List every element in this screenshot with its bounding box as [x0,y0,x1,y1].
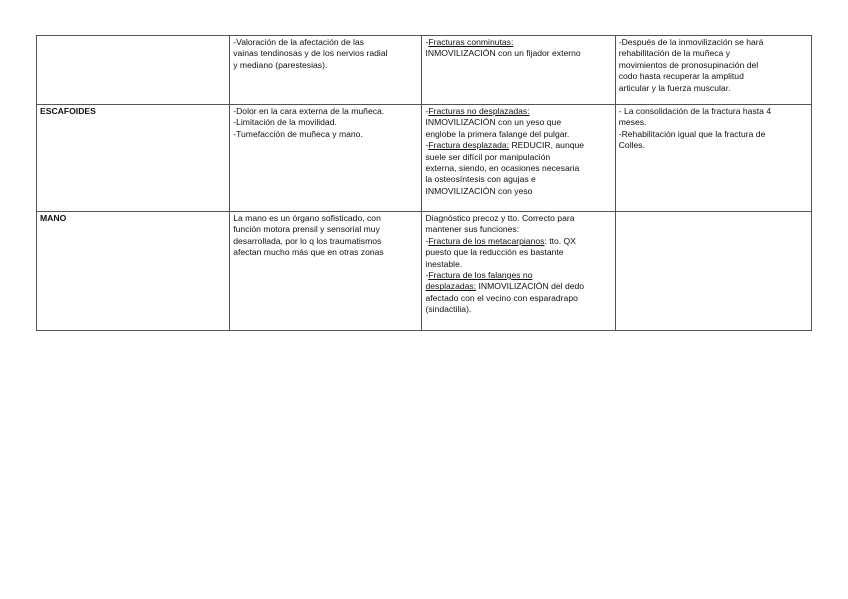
rehab-cell [615,212,811,331]
rehab-line: -Después de la inmovilización se hará [618,37,764,47]
table-row [37,36,812,105]
treatment-line [425,247,611,258]
treatment-prefix: - [425,106,429,116]
treatment-underlined: Fractura desplazada: [428,140,510,151]
treatment-line [425,186,611,197]
symptom-line: -Tumefacción de muñeca y mano. [233,128,363,139]
treatment-line [425,270,611,281]
symptom-line: -Limitación de la movilidad. [233,117,337,128]
treatment-rest: REDUCIR, aunque [509,140,585,151]
rehab-cell [615,36,811,105]
row-label: MANO [40,213,67,223]
treatment-rest: mantener sus funciones: [425,224,520,235]
treatment-line [425,236,611,247]
treatment-rest: : tto. QX [544,235,576,246]
treatment-line [425,304,611,315]
treatment-line [425,48,611,59]
rehab-line: movimientos de pronosupinación del [618,59,759,70]
treatment-line [425,152,611,163]
symptom-line: desarrollada, por lo q los traumatismos [233,235,382,246]
treatment-line [425,37,611,48]
symptom-line: y mediano (parestesias). [233,59,328,70]
row-label-cell [37,36,230,105]
treatment-line [425,129,611,140]
symptoms-cell [230,105,422,212]
treatment-rest: puesto que la reducción es bastante [425,247,564,258]
treatment-line [425,224,611,235]
table-body [37,36,812,331]
treatment-rest: inestable. [425,258,463,269]
treatment-cell [422,212,615,331]
table-row [37,105,812,212]
treatment-line [425,163,611,174]
symptom-line: afectan mucho más que en otras zonas [233,247,384,258]
row-label: ESCAFOIDES [40,106,96,116]
symptom-line: -Valoración de la afectación de las [233,37,364,47]
treatment-line [425,281,611,292]
treatment-rest: (sindactilia). [425,304,472,315]
treatment-prefix: - [425,235,429,246]
rehab-line: codo hasta recuperar la amplitud [618,71,744,82]
rehab-cell [615,105,811,212]
treatment-line [425,106,611,117]
treatment-rest: INMOVILIZACIÓN con un fijador externo [425,48,581,59]
table-row [37,212,812,331]
symptoms-cell [230,212,422,331]
treatment-line [425,213,611,224]
row-label-cell [37,212,230,331]
fracture-treatment-table [36,35,812,331]
treatment-rest: afectado con el vecino con esparadrapo [425,292,578,303]
treatment-rest: la osteosíntesis con agujas e [425,174,536,185]
treatment-prefix: - [425,37,429,47]
rehab-line: meses. [618,117,647,128]
treatment-underlined: Fracturas no desplazadas: [428,106,530,116]
rehab-line: Colles. [618,140,645,151]
treatment-rest: INMOVILIZACIÓN del dedo [476,281,585,292]
rehab-line: - La consolidación de la fractura hasta 4 [618,106,772,116]
treatment-rest: externa, siendo, en ocasiones necesaria [425,163,580,174]
rehab-line: articular y la fuerza muscular. [618,82,731,93]
treatment-line [425,293,611,304]
treatment-underlined: Fractura de los metacarpianos [428,235,545,246]
treatment-rest: suele ser difícil por manipulación [425,151,551,162]
symptom-line: La mano es un órgano sofisticado, con [233,213,381,223]
symptom-line: vainas tendinosas y de los nervios radial [233,48,388,59]
treatment-line [425,140,611,151]
treatment-line [425,174,611,185]
treatment-rest: Diagnóstico precoz y tto. Correcto para [425,213,575,223]
treatment-underlined: Fracturas conminutas: [428,37,514,47]
symptom-line: función motora prensil y sensorial muy [233,224,380,235]
rehab-line: rehabilitación de la muñeca y [618,48,731,59]
symptoms-cell [230,36,422,105]
treatment-rest: INMOVILIZACIÓN con yeso [425,185,533,196]
treatment-prefix: - [425,270,429,281]
treatment-cell [422,36,615,105]
treatment-line [425,259,611,270]
treatment-underlined: Fractura de los falanges no [428,270,533,281]
treatment-rest: INMOVILIZACIÓN con un yeso que [425,117,562,128]
treatment-line [425,117,611,128]
treatment-prefix: - [425,140,429,151]
treatment-cell [422,105,615,212]
treatment-rest: englobe la primera falange del pulgar. [425,128,570,139]
treatment-underlined: desplazadas: [425,281,477,292]
rehab-line: -Rehabilitación igual que la fractura de [618,128,766,139]
row-label-cell [37,105,230,212]
symptom-line: -Dolor en la cara externa de la muñeca. [233,106,385,116]
